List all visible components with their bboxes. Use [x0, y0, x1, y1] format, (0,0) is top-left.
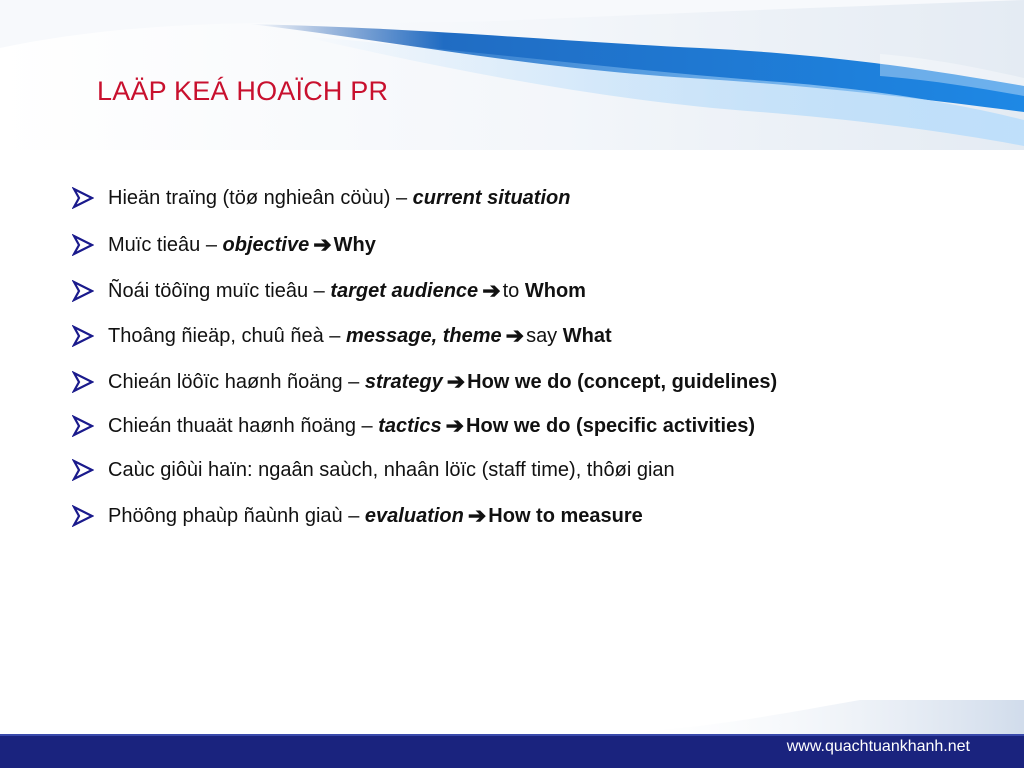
bullet-arrow-icon	[72, 415, 94, 437]
bullet-item	[72, 364, 777, 400]
bullet-term: tactics	[378, 414, 442, 437]
right-arrow-icon: ➔	[482, 278, 501, 303]
right-arrow-icon: ➔	[445, 413, 465, 438]
bullet-text: Caùc giôùi haïn: ngaân saùch, nhaân löïc (staff time), thôøi gian	[108, 458, 675, 481]
right-arrow-icon: ➔	[505, 323, 525, 348]
bullet-item	[72, 273, 586, 309]
bullet-connector: to	[502, 279, 520, 302]
bullet-item	[72, 227, 376, 263]
bullet-arrow-icon	[72, 187, 94, 209]
bullet-item	[72, 180, 570, 216]
bullet-item	[72, 498, 643, 534]
footer-band	[0, 700, 1024, 768]
bullet-arrow-icon	[72, 371, 94, 393]
bullet-arrow-icon	[72, 459, 94, 481]
right-arrow-icon: ➔	[313, 232, 332, 257]
bullet-text: Phöông phaùp ñaùnh giaù –	[108, 504, 360, 527]
bullet-text: Muïc tieâu –	[108, 233, 217, 256]
bullet-term: objective	[222, 233, 310, 256]
bullet-connector: say	[526, 324, 558, 347]
slide-title: LAÄP KEÁ HOAÏCH PR	[97, 76, 389, 106]
bullet-arrow-icon	[72, 505, 94, 527]
bullet-term: target audience	[330, 279, 479, 302]
bullet-arrow-icon	[72, 234, 94, 256]
bullet-text: Chieán thuaät haønh ñoäng –	[108, 414, 373, 437]
bullet-item	[72, 408, 755, 444]
bullet-item	[72, 452, 675, 488]
bullet-answer: How to measure	[488, 504, 643, 527]
bullet-text: Chieán löôïc haønh ñoäng –	[108, 370, 360, 393]
bullet-term: strategy	[364, 370, 443, 393]
bullet-answer: What	[562, 324, 612, 347]
bullet-answer: Whom	[524, 279, 586, 302]
bullet-answer: Why	[333, 233, 376, 256]
right-arrow-icon: ➔	[446, 369, 466, 394]
bullet-item	[72, 318, 612, 354]
bullet-answer: How we do (concept, guidelines)	[467, 370, 778, 393]
header-background	[0, 0, 1024, 150]
bullet-arrow-icon	[72, 280, 94, 302]
right-arrow-icon: ➔	[467, 503, 487, 528]
footer-url: www.quachtuankhanh.net	[786, 738, 970, 755]
bullet-answer: How we do (specific activities)	[466, 414, 756, 437]
bullet-text: Ñoái töôïng muïc tieâu –	[108, 279, 325, 302]
bullet-text: Hieän traïng (töø nghieân cöùu) –	[108, 186, 408, 209]
bullet-term: evaluation	[364, 504, 464, 527]
bullet-term: current situation	[412, 186, 571, 209]
bullet-text: Thoâng ñieäp, chuû ñeà –	[108, 324, 341, 347]
bullet-arrow-icon	[72, 325, 94, 347]
bullet-term: message, theme	[345, 324, 502, 347]
